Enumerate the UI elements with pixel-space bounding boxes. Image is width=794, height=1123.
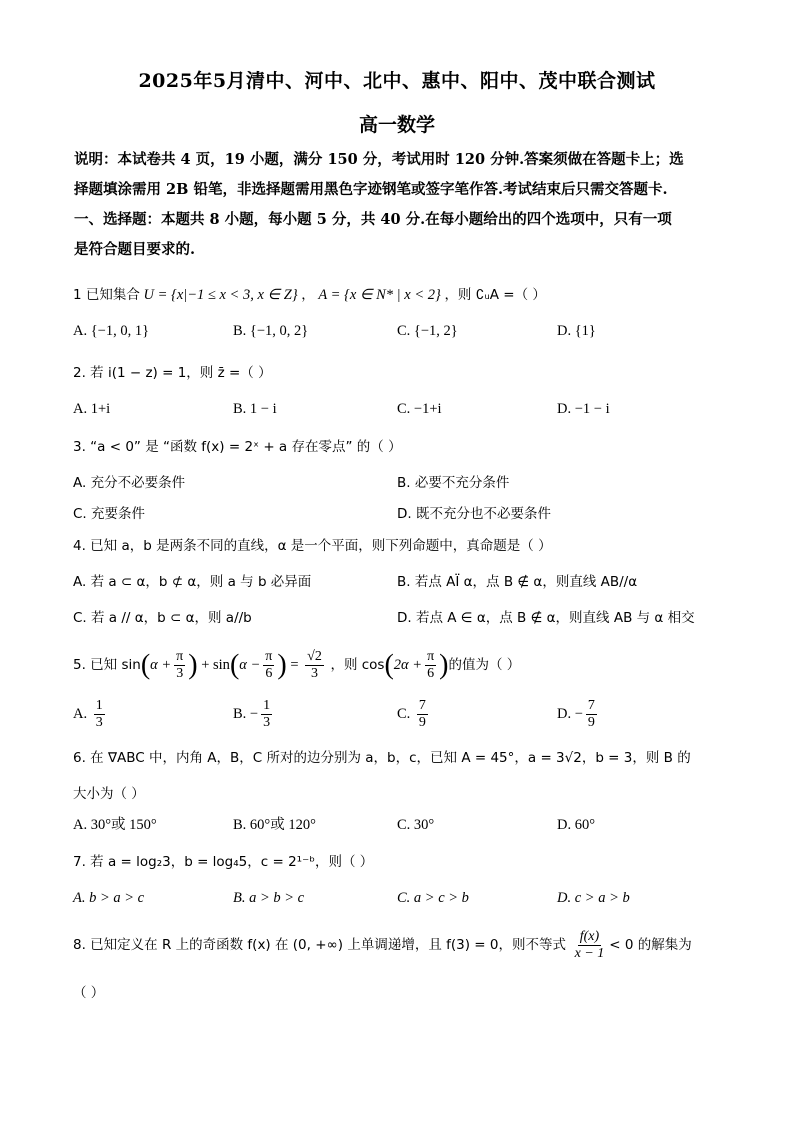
question-5-option-c[interactable]: C. $\frac{7}{9}$ (397, 698, 426, 730)
question-6-option-a[interactable]: A. 30°或 150° (73, 817, 157, 833)
question-5-mid: ，则 cos (330, 657, 385, 673)
question-4-option-c[interactable]: C. 若 a // α，b ⊂ α，则 a//b (73, 610, 252, 626)
question-8-prefix: 8. 已知定义在 R 上的奇函数 f(x) 在 (0, +∞) 上单调递增，且 f(3) = 0，则不等式 (73, 937, 566, 953)
question-3-option-a[interactable]: A. 充分不必要条件 (73, 475, 186, 491)
paren-open: ( (229, 649, 240, 681)
question-1-prefix: 1 已知集合 (73, 287, 140, 303)
question-2: 2. 若 i(1 − z) = 1，则 z̄ =（ ） (73, 365, 272, 381)
question-5-option-b[interactable]: B. − $\frac{1}{3}$ (233, 698, 271, 730)
question-1-set-u: U = {x|−1 ≤ x < 3, x ∈ Z} (143, 287, 298, 303)
question-7: 7. 若 a = log₂3，b = log₄5，c = 2¹⁻ᵇ，则（ ） (73, 854, 374, 870)
paren-close: ) (277, 649, 287, 681)
instructions-line-2: 择题填涂需用 2B 铅笔，非选择题需用黑色字迹钢笔或签字笔作答.考试结束后只需交答题卡. (74, 181, 668, 198)
question-6-option-d[interactable]: D. 60° (557, 817, 596, 833)
paren-close: ) (439, 649, 449, 681)
question-5-arg1: α + (150, 657, 172, 673)
page-title: 2025年5月清中、河中、北中、惠中、阳中、茂中联合测试 (138, 70, 656, 92)
question-1-option-b[interactable]: B. {−1, 0, 2} (233, 323, 309, 339)
question-3-option-b[interactable]: B. 必要不充分条件 (397, 475, 510, 491)
section-heading-line-1: 一、选择题：本题共 8 小题，每小题 5 分，共 40 分.在每小题给出的四个选项中，只有一项 (74, 211, 672, 228)
question-5-option-a[interactable]: A. $\frac{1}{3}$ (73, 698, 103, 730)
question-1 (73, 284, 733, 306)
question-8-line-2: （ ） (73, 985, 105, 1001)
question-5-option-d[interactable]: D. − $\frac{7}{9}$ (557, 698, 595, 730)
paren-close: ) (188, 649, 198, 681)
question-5-arg2: α − (239, 657, 261, 673)
question-6-option-b[interactable]: B. 60°或 120° (233, 817, 316, 833)
question-8-suffix: < 0 的解集为 (609, 937, 692, 953)
fraction-sqrt2-over-3: $\frac{√2}{3}$ (307, 649, 322, 682)
question-5-arg3: 2α + (393, 657, 423, 673)
question-6-line-1: 6. 在 ∇ABC 中，内角 A，B，C 所对的边分别为 a，b，c，已知 A = 45°，a = 3√2，b = 3，则 B 的 (73, 750, 691, 766)
question-1-tail: ，则 ∁ᵤA =（ ） (444, 287, 546, 303)
question-7-option-b[interactable]: B. a > b > c (233, 890, 305, 906)
paren-open: ( (384, 649, 394, 681)
question-7-option-d[interactable]: D. c > a > b (557, 890, 630, 906)
question-4-option-b[interactable]: B. 若点 AÏ α，点 B ∉ α，则直线 AB//α (397, 574, 638, 590)
subject-title: 高一数学 (358, 114, 435, 136)
question-1-option-d[interactable]: D. {1} (557, 323, 596, 339)
question-4-option-d[interactable]: D. 若点 A ∈ α，点 B ∉ α，则直线 AB 与 α 相交 (397, 610, 695, 626)
section-heading-line-2: 是符合题目要求的. (74, 241, 196, 258)
question-3: 3. “a < 0” 是 “函数 f(x) = 2ˣ + a 存在零点” 的（ ） (73, 439, 402, 455)
fraction-pi-over-3: $\frac{\pi}{3}$ (176, 649, 184, 682)
question-1-set-a: A = {x ∈ N* | x < 2} (318, 287, 441, 303)
question-2-option-c[interactable]: C. −1+i (397, 401, 442, 417)
question-5-plus-sin: + sin (201, 657, 230, 673)
question-5 (73, 648, 733, 682)
paren-open: ( (140, 649, 151, 681)
question-6-option-c[interactable]: C. 30° (397, 817, 435, 833)
question-1-option-c[interactable]: C. {−1, 2} (397, 323, 458, 339)
question-6-line-2: 大小为（ ） (73, 786, 145, 802)
question-1-option-a[interactable]: A. {−1, 0, 1} (73, 323, 150, 339)
question-3-option-d[interactable]: D. 既不充分也不必要条件 (397, 506, 551, 522)
question-2-option-a[interactable]: A. 1+i (73, 401, 111, 417)
fraction-fx-over-x-minus-1: $\frac{f(x)}{x - 1}$ (574, 929, 605, 962)
question-8 (73, 928, 733, 962)
fraction-pi-over-6: $\frac{\pi}{6}$ (427, 649, 435, 682)
question-5-tail: 的值为（ ） (448, 657, 521, 673)
question-3-option-c[interactable]: C. 充要条件 (73, 506, 146, 522)
question-2-option-d[interactable]: D. −1 − i (557, 401, 610, 417)
instructions-block (74, 145, 734, 265)
question-5-eq: = (290, 657, 299, 673)
question-4-option-a[interactable]: A. 若 a ⊂ α，b ⊄ α，则 a 与 b 必异面 (73, 574, 312, 590)
instructions-line-1: 说明：本试卷共 4 页，19 小题，满分 150 分，考试用时 120 分钟.答案须做在答题卡上；选 (74, 151, 684, 168)
question-5-prefix: 5. 已知 sin (73, 657, 141, 673)
question-2-option-b[interactable]: B. 1 − i (233, 401, 277, 417)
question-4: 4. 已知 a，b 是两条不同的直线，α 是一个平面，则下列命题中，真命题是（ ） (73, 538, 552, 554)
question-7-option-a[interactable]: A. b > a > c (73, 890, 145, 906)
question-7-option-c[interactable]: C. a > c > b (397, 890, 469, 906)
fraction-pi-over-6: $\frac{\pi}{6}$ (265, 649, 273, 682)
question-1-sep: ， (301, 287, 315, 303)
